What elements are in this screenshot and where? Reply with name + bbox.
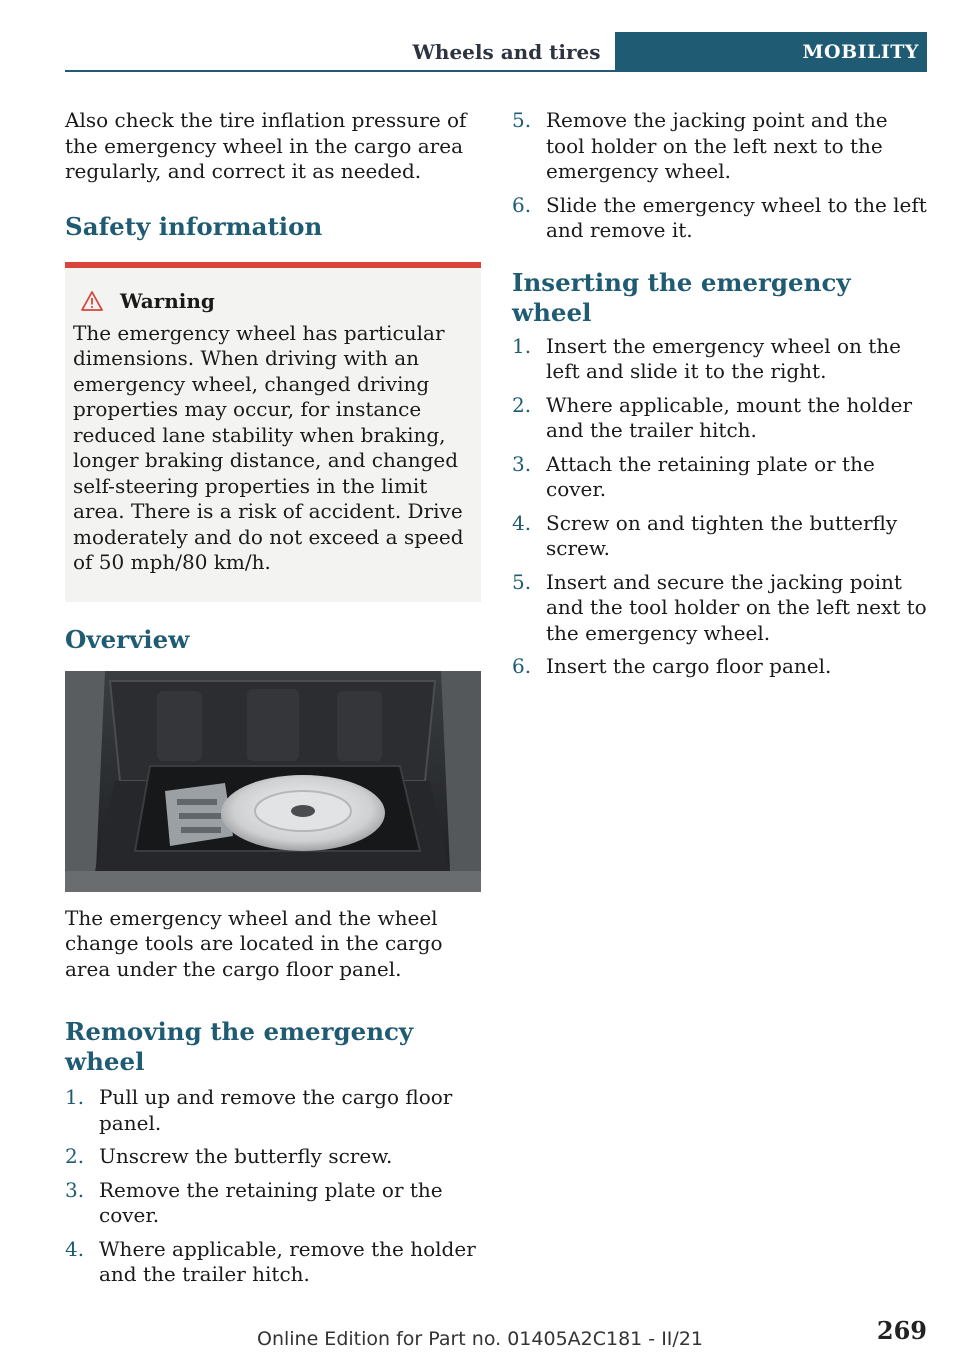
step-number: 2.: [65, 1144, 85, 1168]
step-text: Attach the retaining plate or the cover.: [546, 451, 875, 501]
list-item: [512, 108, 927, 185]
safety-heading: Safety information: [65, 211, 323, 241]
step-text: Where applicable, mount the holder and the trailer hitch.: [546, 392, 913, 442]
step-number: 1.: [65, 1085, 85, 1109]
step-text: Where applicable, remove the holder and the trailer hitch.: [99, 1236, 476, 1286]
page-header: [412, 32, 927, 71]
step-number: 5.: [512, 108, 532, 132]
list-item: [512, 193, 927, 244]
section-title: Wheels and tires: [412, 39, 601, 64]
warning-box: [65, 262, 481, 602]
step-number: 6.: [512, 192, 532, 217]
inserting-heading: Inserting the emergency wheel: [512, 267, 851, 327]
removing-steps-list: [65, 1085, 481, 1288]
cargo-area-photo: [65, 671, 481, 892]
step-text: Slide the emergency wheel to the left and remove it.: [546, 192, 927, 242]
step-number: 3.: [512, 451, 532, 476]
right-column: [512, 108, 927, 688]
inserting-steps-list: [512, 334, 927, 680]
list-item: [512, 452, 927, 503]
step-text: Insert the emergency wheel on the left and slide it to the right.: [546, 333, 901, 383]
removing-steps-continued-list: [512, 108, 927, 244]
list-item: [65, 1144, 481, 1170]
list-item: [512, 570, 927, 647]
overview-heading: Overview: [65, 624, 190, 654]
step-number: 5.: [512, 569, 532, 594]
step-text: Insert and secure the jacking point and the tool holder on the left next to the emergency wheel.: [546, 569, 927, 645]
list-item: [65, 1085, 481, 1136]
warning-text: The emergency wheel has particular dimensions. When driving with an emergency wheel, changed driving properties may occur, for instance reduced lane stability when braking, longer braking distance, and changed self-steering properties in the limit area. There is a risk of accident. Drive moderately and do not exceed a speed of 50 mph/80 km/h.: [73, 320, 464, 574]
step-text: Remove the retaining plate or the cover.: [99, 1177, 443, 1227]
header-rule: [65, 70, 927, 72]
step-number: 4.: [65, 1236, 85, 1261]
list-item: [65, 1237, 481, 1288]
warning-triangle-icon: [81, 291, 103, 311]
overview-caption: The emergency wheel and the wheel change tools are located in the cargo area under the cargo floor panel.: [65, 905, 443, 981]
removing-heading: Removing the emergency wheel: [65, 1017, 414, 1076]
warning-title: [73, 288, 473, 314]
step-text: Insert the cargo floor panel.: [546, 654, 832, 678]
step-text: Unscrew the butterfly screw.: [99, 1144, 393, 1168]
step-number: 2.: [512, 392, 532, 417]
step-text: Remove the jacking point and the tool holder on the left next to the emergency wheel.: [546, 108, 888, 183]
chapter-tab: MOBILITY: [615, 32, 927, 71]
page-number: 269: [876, 1316, 927, 1345]
step-number: 1.: [512, 333, 532, 358]
list-item: [512, 511, 927, 562]
step-text: Screw on and tighten the butterfly screw.: [546, 510, 898, 560]
intro-paragraph: Also check the tire inflation pressure of the emergency wheel in the cargo area regularly, and correct it as needed.: [65, 108, 467, 183]
left-column: [65, 108, 481, 1296]
warning-label: Warning: [120, 288, 215, 313]
list-item: [512, 393, 927, 444]
step-number: 4.: [512, 510, 532, 535]
list-item: [512, 334, 927, 385]
step-number: 6.: [512, 654, 532, 678]
edition-footer: Online Edition for Part no. 01405A2C181 - II/21: [256, 1328, 703, 1350]
list-item: [512, 654, 927, 680]
list-item: [65, 1178, 481, 1229]
step-text: Pull up and remove the cargo floor panel.: [99, 1085, 453, 1135]
step-number: 3.: [65, 1177, 85, 1202]
